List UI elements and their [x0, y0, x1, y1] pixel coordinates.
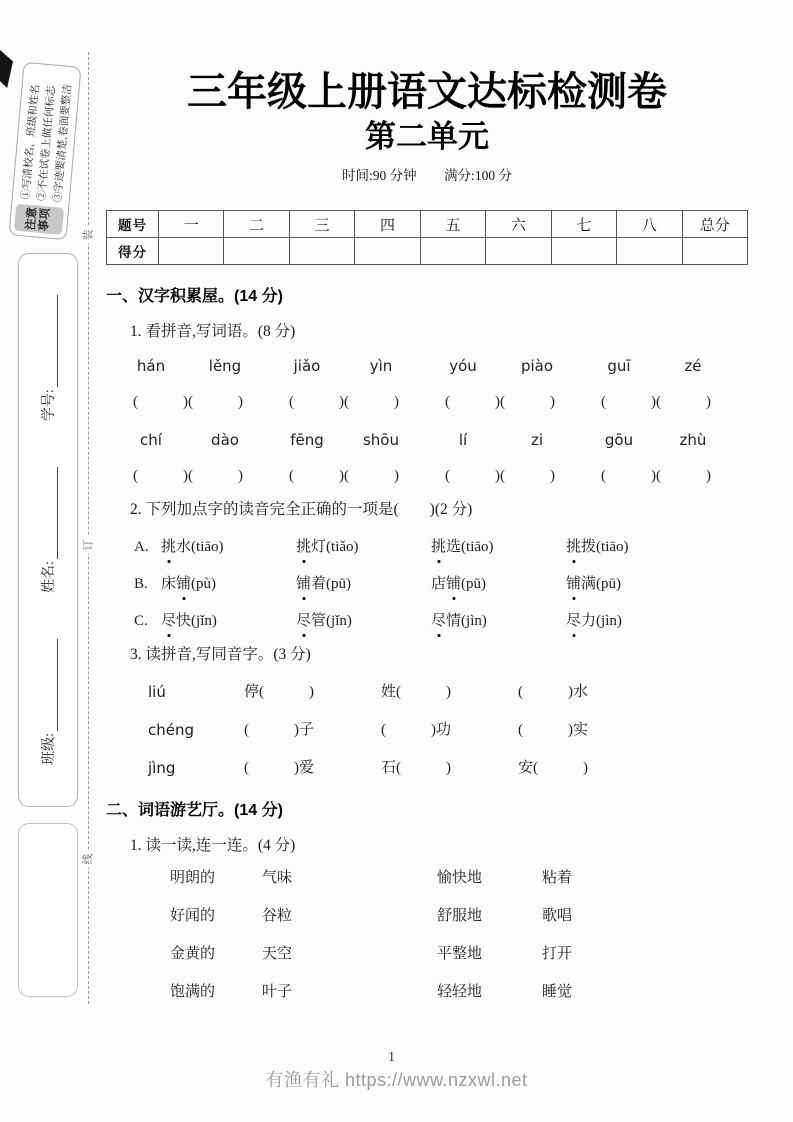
- binding-line-char: 装: [82, 227, 96, 244]
- section-two-title: 二、词语游艺厅。(14 分): [106, 802, 283, 819]
- pinyin-group: [426, 356, 574, 412]
- pinyin-syllables: [114, 356, 262, 376]
- dotted-char: 挑: [431, 539, 447, 555]
- pinyin-syllable: fēng: [290, 431, 324, 449]
- student-field: [38, 295, 58, 421]
- homophone-blank: 石( ): [381, 760, 451, 776]
- matching-word-right: 睡觉: [542, 984, 573, 1000]
- s2-q1-title: 1. 读一读,连一连。(4 分): [130, 837, 296, 854]
- dotted-char: 尽: [161, 613, 177, 629]
- matching-word-right: 气味: [262, 870, 293, 886]
- answer-brackets: ( )( ): [133, 394, 243, 410]
- score-table-column: 总分: [682, 211, 748, 238]
- s1-q1-title: 1. 看拼音,写词语。(8 分): [130, 323, 296, 340]
- student-fields: [18, 253, 78, 807]
- homophone-blank: ( )实: [518, 722, 588, 738]
- homophone-pinyin: liú: [148, 683, 166, 701]
- paper-main: [106, 60, 748, 1003]
- option-item: 挑灯(tiǎo): [296, 539, 359, 555]
- matching-group: [170, 868, 292, 1003]
- score-table-column: 四: [355, 211, 420, 238]
- pinyin-group: [114, 356, 262, 412]
- answer-brackets: ( )( ): [601, 394, 711, 410]
- pinyin-syllable: jiǎo: [293, 357, 321, 375]
- option-item: 尽情(jìn): [431, 613, 487, 629]
- matching-word-right: 天空: [262, 946, 293, 962]
- option-item: 店铺(pū): [431, 576, 487, 592]
- option-item: 挑水(tiāo): [161, 539, 224, 555]
- pinyin-syllable: shōu: [362, 431, 399, 449]
- notice-box: [9, 62, 82, 240]
- homophone-blank: ( )子: [244, 722, 314, 738]
- pinyin-group: [114, 430, 262, 486]
- pinyin-write-words: [114, 356, 730, 486]
- matching-word-left: 好闻的: [170, 908, 216, 924]
- notice-items: [16, 67, 76, 208]
- pronunciation-options: [106, 537, 748, 631]
- score-cell: [159, 238, 224, 265]
- dotted-char: 挑: [566, 539, 582, 555]
- pinyin-syllable: yóu: [449, 357, 477, 375]
- matching-word-right: 打开: [542, 946, 573, 962]
- pinyin-row: [114, 430, 730, 486]
- pinyin-row: [114, 356, 730, 412]
- homophone-pinyin: chéng: [148, 721, 195, 739]
- score-table-column: 一: [159, 211, 224, 238]
- empty-side-box: [18, 823, 78, 997]
- homophone-blank: ( )水: [518, 684, 588, 700]
- score-cell: [486, 238, 551, 265]
- score-info: 满分:100 分: [444, 168, 512, 183]
- homophone-rows: [106, 682, 748, 779]
- matching-word-left: 金黄的: [170, 946, 216, 962]
- matching-word-left: 平整地: [437, 946, 483, 962]
- score-table-column: 八: [617, 211, 682, 238]
- notice-item: ①写清校名、班级和姓名: [19, 83, 42, 200]
- dotted-char: 铺: [176, 576, 192, 592]
- matching-word-left: 饱满的: [170, 984, 216, 1000]
- score-table-label: 题号: [107, 211, 159, 238]
- notice-item: ②不在试卷上做任何标志: [35, 85, 58, 202]
- option-label: B.: [134, 576, 148, 592]
- scan-corner-artifact: [0, 50, 13, 88]
- pinyin-syllable: yìn: [369, 357, 393, 375]
- score-table-column: 五: [420, 211, 485, 238]
- homophone-blank: ( )功: [381, 722, 451, 738]
- dotted-char: 铺: [566, 576, 582, 592]
- score-table-column: 七: [551, 211, 616, 238]
- matching-word-right: 叶子: [262, 984, 293, 1000]
- option-item: 尽管(jǐn): [296, 613, 352, 629]
- homophone-row: [148, 758, 748, 779]
- matching-word-left: 舒服地: [437, 908, 483, 924]
- score-cell: [289, 238, 354, 265]
- dotted-char: 挑: [161, 539, 177, 555]
- answer-brackets: ( )( ): [445, 468, 555, 484]
- option-label: C.: [134, 613, 148, 629]
- section-one-title: 一、汉字积累屋。(14 分): [106, 288, 283, 305]
- matching-word-left: 愉快地: [437, 870, 483, 886]
- pinyin-group: [582, 430, 730, 486]
- option-item: 铺着(pū): [296, 576, 352, 592]
- score-table-column: 六: [486, 211, 551, 238]
- binding-line-char: 线: [82, 851, 96, 868]
- pinyin-group: [270, 430, 418, 486]
- time-info: 时间:90 分钟: [342, 168, 417, 183]
- student-field-label: 班级:: [42, 732, 57, 765]
- score-table-score-row: [107, 238, 748, 265]
- score-cell: [682, 238, 748, 265]
- dotted-char: 挑: [296, 539, 312, 555]
- score-cell: [224, 238, 289, 265]
- pinyin-syllables: [426, 356, 574, 376]
- homophone-blank: 姓( ): [381, 684, 451, 700]
- answer-brackets: ( )( ): [289, 394, 399, 410]
- homophone-row: [148, 682, 748, 703]
- pinyin-syllable: hán: [136, 357, 166, 375]
- pinyin-group: [582, 356, 730, 412]
- pinyin-syllable: piào: [520, 357, 554, 375]
- matching-exercise: [170, 868, 748, 1003]
- pinyin-syllable: zé: [684, 357, 702, 375]
- option-label: A.: [134, 539, 149, 555]
- student-field: [38, 467, 58, 593]
- score-table-column: 二: [224, 211, 289, 238]
- watermark-text: 有渔有礼 https://www.nzxwl.net: [265, 1070, 528, 1090]
- pinyin-syllable: guī: [607, 357, 631, 375]
- answer-brackets: ( )( ): [601, 468, 711, 484]
- pinyin-syllable: lí: [458, 431, 468, 449]
- dotted-char: 铺: [446, 576, 462, 592]
- score-cell: [355, 238, 420, 265]
- matching-word-right: 粘着: [542, 870, 573, 886]
- option-item: 挑选(tiāo): [431, 539, 494, 555]
- homophone-blank: 安( ): [518, 760, 588, 776]
- dotted-char: 铺: [296, 576, 312, 592]
- student-field-label: 姓名:: [42, 561, 57, 593]
- paper-title: 三年级上册语文达标检测卷: [187, 70, 667, 114]
- answer-brackets: ( )( ): [133, 468, 243, 484]
- paper-subtitle: 第二单元: [365, 119, 489, 154]
- binding-line-char: 订: [82, 537, 96, 554]
- pinyin-syllables: [582, 430, 730, 450]
- dotted-char: 尽: [296, 613, 312, 629]
- option-row: [134, 611, 748, 631]
- pinyin-syllables: [114, 430, 262, 450]
- option-item: 挑拨(tiāo): [566, 539, 629, 555]
- pinyin-syllable: zi: [530, 431, 544, 449]
- student-field-label: 学号:: [42, 389, 57, 422]
- pinyin-syllable: gōu: [604, 431, 634, 449]
- matching-group: [437, 868, 572, 1003]
- pinyin-syllable: chí: [140, 431, 162, 449]
- option-item: 床铺(pù): [161, 576, 217, 592]
- pinyin-group: [426, 430, 574, 486]
- homophone-blank: ( )爱: [244, 760, 314, 776]
- pinyin-syllable: zhù: [679, 431, 707, 449]
- option-row: [134, 537, 748, 557]
- dotted-char: 尽: [566, 613, 582, 629]
- pinyin-syllable: lěng: [208, 357, 242, 375]
- answer-brackets: ( )( ): [289, 468, 399, 484]
- paper-meta: [106, 166, 748, 186]
- answer-brackets: ( )( ): [445, 394, 555, 410]
- score-cell: [617, 238, 682, 265]
- matching-word-left: 轻轻地: [437, 984, 483, 1000]
- homophone-row: [148, 720, 748, 741]
- option-item: 尽快(jǐn): [161, 613, 217, 629]
- student-field-blank: [43, 467, 58, 559]
- matching-word-right: 谷粒: [262, 908, 293, 924]
- score-table-header-row: [107, 211, 748, 238]
- homophone-blank: 停( ): [244, 684, 314, 700]
- option-item: 铺满(pū): [566, 576, 622, 592]
- pinyin-syllables: [270, 356, 418, 376]
- pinyin-syllables: [270, 430, 418, 450]
- score-table-label: 得分: [107, 238, 159, 265]
- s1-q2-title: 2. 下列加点字的读音完全正确的一项是( )(2 分): [130, 501, 473, 518]
- homophone-pinyin: jìng: [148, 759, 176, 777]
- pinyin-syllables: [426, 430, 574, 450]
- student-field-blank: [43, 639, 58, 731]
- notice-item: ③字迹要清楚,卷面要整洁: [51, 83, 74, 203]
- option-row: [134, 574, 748, 594]
- pinyin-syllables: [582, 356, 730, 376]
- matching-word-left: 明朗的: [170, 870, 216, 886]
- score-cell: [551, 238, 616, 265]
- notice-label: 注意事项: [14, 204, 64, 235]
- score-table: [106, 210, 748, 265]
- dotted-char: 尽: [431, 613, 447, 629]
- pinyin-syllable: dào: [211, 431, 239, 449]
- score-cell: [420, 238, 485, 265]
- page-number: 1: [388, 1050, 395, 1065]
- score-table-column: 三: [289, 211, 354, 238]
- student-field: [38, 639, 58, 765]
- pinyin-group: [270, 356, 418, 412]
- s1-q3-title: 3. 读拼音,写同音字。(3 分): [130, 646, 311, 663]
- matching-word-right: 歌唱: [542, 908, 573, 924]
- student-field-blank: [43, 295, 58, 387]
- option-item: 尽力(jìn): [566, 613, 622, 629]
